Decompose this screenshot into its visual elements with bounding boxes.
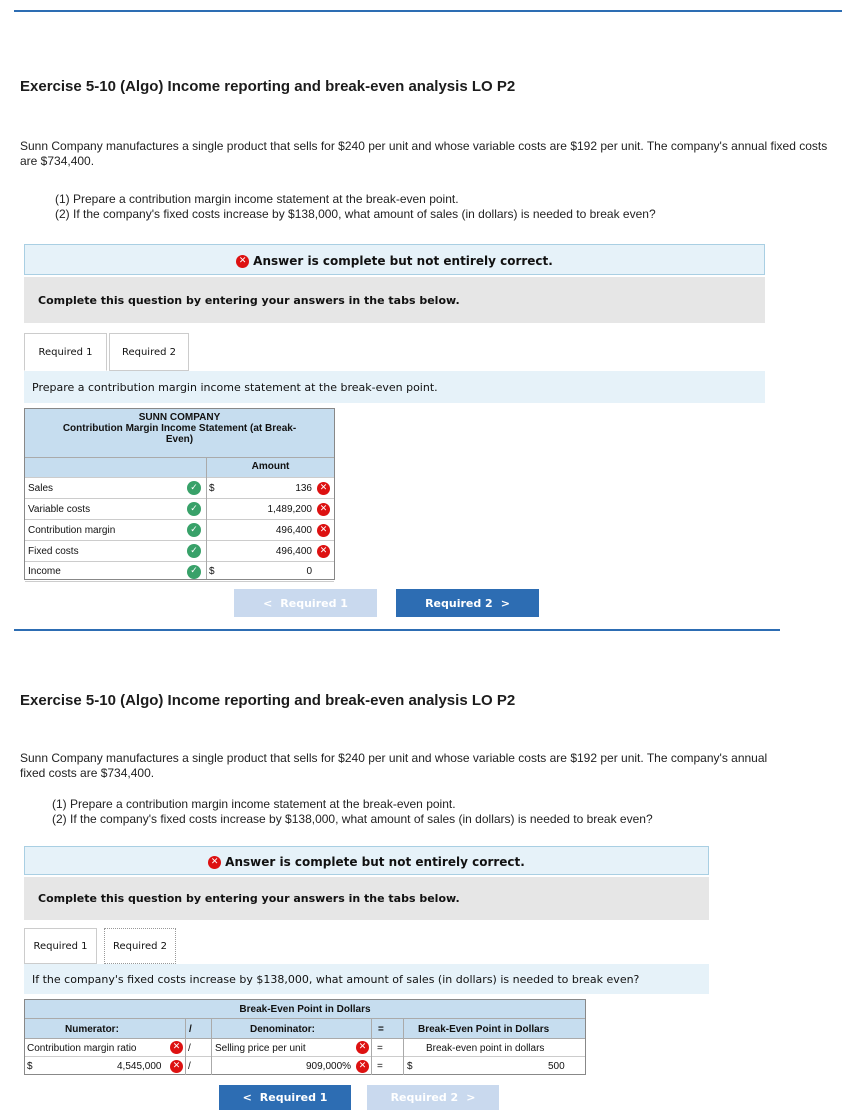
result-label: Break-even point in dollars <box>426 1042 545 1054</box>
prev-required-1-button[interactable]: < Required 1 <box>234 589 377 617</box>
error-icon: ✕ <box>236 255 249 268</box>
column-divider <box>206 457 207 579</box>
be-subheader-row <box>25 1019 585 1039</box>
error-icon: ✕ <box>317 524 330 537</box>
tab-required-2[interactable]: Required 2 <box>109 333 189 371</box>
prev-required-1-button-2[interactable]: < Required 1 <box>219 1085 351 1110</box>
next-required-2-button-2[interactable]: Required 2 > <box>367 1085 499 1110</box>
check-icon: ✓ <box>187 544 201 558</box>
error-icon: ✕ <box>170 1041 183 1054</box>
instruction-bar-2 <box>24 877 709 920</box>
question-2-b: (2) If the company's fixed costs increase by $138,000, what amount of sales (in dollars) is needed to break even? <box>52 812 653 826</box>
req1-instruction-text: Prepare a contribution margin income statement at the break-even point. <box>32 380 438 394</box>
dollar-sign: $ <box>209 566 215 577</box>
row-variable-costs <box>25 498 334 519</box>
result-header: Break-Even Point in Dollars <box>418 1023 550 1035</box>
page-title-2: Exercise 5-10 (Algo) Income reporting and break-even analysis LO P2 <box>20 692 516 709</box>
tab-required-1-b[interactable]: Required 1 <box>24 928 97 964</box>
equals: = <box>377 1042 383 1054</box>
section-divider <box>14 629 780 631</box>
break-even-table <box>24 999 586 1075</box>
answer-status-banner-2 <box>24 846 709 875</box>
numerator-value[interactable]: 4,545,000 <box>117 1060 162 1072</box>
banner-text: Answer is complete but not entirely correct. <box>253 254 553 268</box>
check-icon: ✓ <box>187 565 201 579</box>
be-row-labels <box>25 1039 585 1057</box>
be-row-values <box>25 1057 585 1075</box>
row-label: Sales <box>28 482 54 494</box>
tab-required-1[interactable]: Required 1 <box>24 333 107 371</box>
dollar-sign: $ <box>209 482 215 494</box>
slash: / <box>188 1042 191 1054</box>
result-value[interactable]: 500 <box>548 1060 565 1072</box>
numerator-label[interactable]: Contribution margin ratio <box>27 1042 137 1054</box>
amount-header: Amount <box>251 461 290 472</box>
row-label: Contribution margin <box>28 524 116 536</box>
sales-amount[interactable]: 136 <box>295 482 312 494</box>
row-label: Fixed costs <box>28 545 79 557</box>
be-divider <box>185 1019 186 1075</box>
banner-text: Answer is complete but not entirely correct. <box>225 855 525 869</box>
error-icon: ✕ <box>317 545 330 558</box>
be-header: Break-Even Point in Dollars <box>25 1000 585 1019</box>
question-1: (1) Prepare a contribution margin income statement at the break-even point. <box>55 192 459 206</box>
error-icon: ✕ <box>317 503 330 516</box>
question-2: (2) If the company's fixed costs increase by $138,000, what amount of sales (in dollars) is needed to break even? <box>55 207 656 221</box>
error-icon: ✕ <box>356 1060 369 1073</box>
error-icon: ✕ <box>208 856 221 869</box>
amount-header-row <box>25 457 334 477</box>
statement-company: SUNN COMPANY <box>138 412 221 423</box>
req2-instruction-text: If the company's fixed costs increase by $138,000, what amount of sales (in dollars) is needed to break even? <box>32 972 640 986</box>
variable-costs-amount[interactable]: 1,489,200 <box>267 503 312 515</box>
question-1-b: (1) Prepare a contribution margin income statement at the break-even point. <box>52 797 456 811</box>
contribution-margin-amount[interactable]: 496,400 <box>275 524 312 536</box>
req2-instruction <box>24 964 709 994</box>
top-divider <box>14 10 842 12</box>
numerator-dollar: $ <box>27 1060 33 1072</box>
numerator-header: Numerator: <box>65 1023 119 1035</box>
check-icon: ✓ <box>187 523 201 537</box>
req1-instruction <box>24 371 765 403</box>
row-label: Variable costs <box>28 503 91 515</box>
instruction-text: Complete this question by entering your answers in the tabs below. <box>38 293 460 307</box>
be-divider <box>211 1019 212 1075</box>
statement-title-1: Contribution Margin Income Statement (at Break- <box>62 423 297 434</box>
equals: = <box>377 1060 383 1072</box>
error-icon: ✕ <box>317 482 330 495</box>
row-income <box>25 561 334 582</box>
row-label: Income <box>28 566 61 577</box>
answer-status-banner <box>24 244 765 275</box>
problem-intro-2: Sunn Company manufactures a single product that sells for $240 per unit and whose variable costs are $192 per unit. The company's annual fixed costs are $734,400. <box>20 751 768 780</box>
row-sales <box>25 477 334 498</box>
check-icon: ✓ <box>187 481 201 495</box>
next-required-2-button[interactable]: Required 2 > <box>396 589 539 617</box>
slash: / <box>188 1060 191 1072</box>
problem-intro: Sunn Company manufactures a single product that sells for $240 per unit and whose variable costs are $192 per unit. The company's annual fixed costs are $734,400. <box>20 139 828 168</box>
instruction-bar <box>24 277 765 323</box>
denominator-header: Denominator: <box>250 1023 315 1035</box>
result-dollar: $ <box>407 1060 413 1072</box>
be-divider <box>403 1019 404 1075</box>
income-statement <box>24 408 335 580</box>
denominator-value[interactable]: 909,000% <box>306 1060 352 1072</box>
instruction-text: Complete this question by entering your answers in the tabs below. <box>38 892 460 905</box>
error-icon: ✕ <box>356 1041 369 1054</box>
row-fixed-costs <box>25 540 334 561</box>
check-icon: ✓ <box>187 502 201 516</box>
denominator-label[interactable]: Selling price per unit <box>215 1042 306 1054</box>
tab-required-2-b[interactable]: Required 2 <box>104 928 176 964</box>
fixed-costs-amount[interactable]: 496,400 <box>275 545 312 557</box>
be-divider <box>371 1019 372 1075</box>
statement-title-2: Even) <box>165 434 194 445</box>
statement-header <box>25 409 334 457</box>
income-amount[interactable]: 0 <box>306 566 312 577</box>
page-title: Exercise 5-10 (Algo) Income reporting and break-even analysis LO P2 <box>20 78 516 95</box>
equals-header: = <box>378 1023 384 1035</box>
row-contribution-margin <box>25 519 334 540</box>
slash-header: / <box>189 1023 192 1035</box>
error-icon: ✕ <box>170 1060 183 1073</box>
